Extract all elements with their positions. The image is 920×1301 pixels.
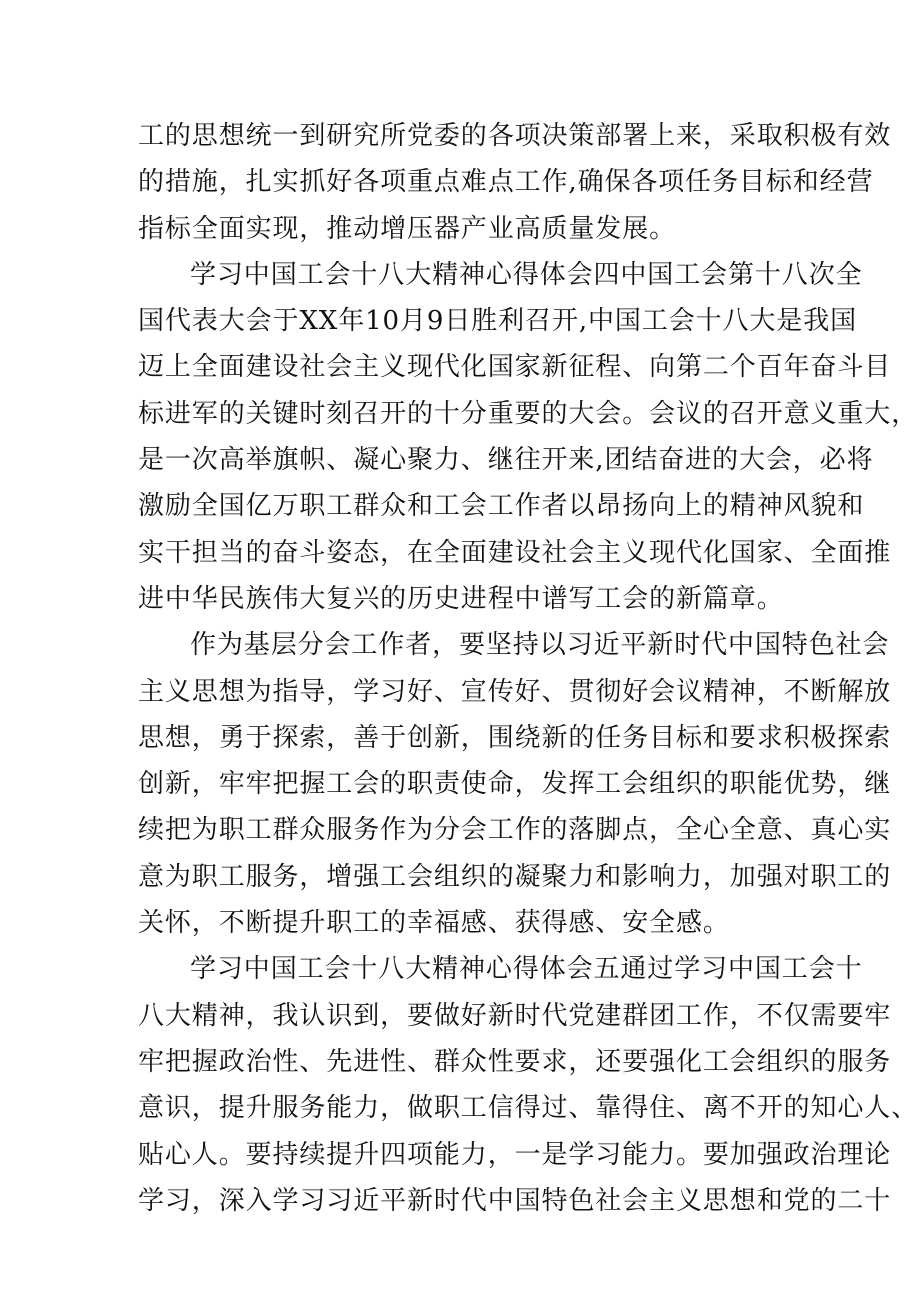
text-line: 牢把握政治性、先进性、群众性要求，还要强化工会组织的服务 [138,1046,892,1077]
text-line: 指标全面实现，推动增压器产业高质量发展。 [138,213,677,244]
text-line: 作为基层分会工作者，要坚持以习近平新时代中国特色社会 [190,630,890,661]
text-line: 续把为职工群众服务作为分会工作的落脚点，全心全意、真心实 [138,815,892,846]
text-line: 学习，深入学习习近平新时代中国特色社会主义思想和党的二十 [138,1185,892,1216]
text-line: 关怀，不断提升职工的幸福感、获得感、安全感。 [138,908,730,939]
text-line: 迈上全面建设社会主义现代化国家新征程、向第二个百年奋斗目 [138,352,892,383]
paragraph-4 [138,946,919,1224]
paragraph-2 [138,252,919,622]
text-line: 实干担当的奋斗姿态，在全面建设社会主义现代化国家、全面推 [138,537,892,568]
paragraph-1 [138,113,892,252]
text-line: 激励全国亿万职工群众和工会工作者以昂扬向上的精神风貌和 [138,491,865,522]
text-line: 学习中国工会十八大精神心得体会五通过学习中国工会十 [190,954,863,985]
text-line: 是一次高举旗帜、凝心聚力、继往开来,团结奋进的大会，必将 [138,445,874,476]
text-line: 意为职工服务，增强工会组织的凝聚力和影响力，加强对职工的 [138,861,892,892]
text-line: 学习中国工会十八大精神心得体会四中国工会第十八次全 [190,259,863,290]
text-line: 主义思想为指导，学习好、宣传好、贯彻好会议精神，不断解放 [138,676,892,707]
text-line: 的措施，扎实抓好各项重点难点工作,确保各项任务目标和经营 [138,167,874,198]
text-line: 进中华民族伟大复兴的历史进程中谱写工会的新篇章。 [138,583,784,614]
paragraph-3 [138,622,892,946]
text-line: 思想，勇于探索，善于创新，围绕新的任务目标和要求积极探索 [138,722,892,753]
text-line: 创新，牢牢把握工会的职责使命，发挥工会组织的职能优势，继 [138,769,892,800]
text-line: 八大精神，我认识到，要做好新时代党建群团工作，不仅需要牢 [138,1000,892,1031]
text-line: 国代表大会于XX年10月9日胜利召开,中国工会十八大是我国 [138,306,858,337]
text-line: 意识，提升服务能力，做职工信得过、靠得住、离不开的知心人、 [138,1093,919,1124]
text-line: 贴心人。要持续提升四项能力，一是学习能力。要加强政治理论 [138,1139,892,1170]
text-line: 工的思想统一到研究所党委的各项决策部署上来，采取积极有效 [138,121,892,151]
document-body [138,113,919,1224]
text-line: 标进军的关键时刻召开的十分重要的大会。会议的召开意义重大， [138,398,919,429]
